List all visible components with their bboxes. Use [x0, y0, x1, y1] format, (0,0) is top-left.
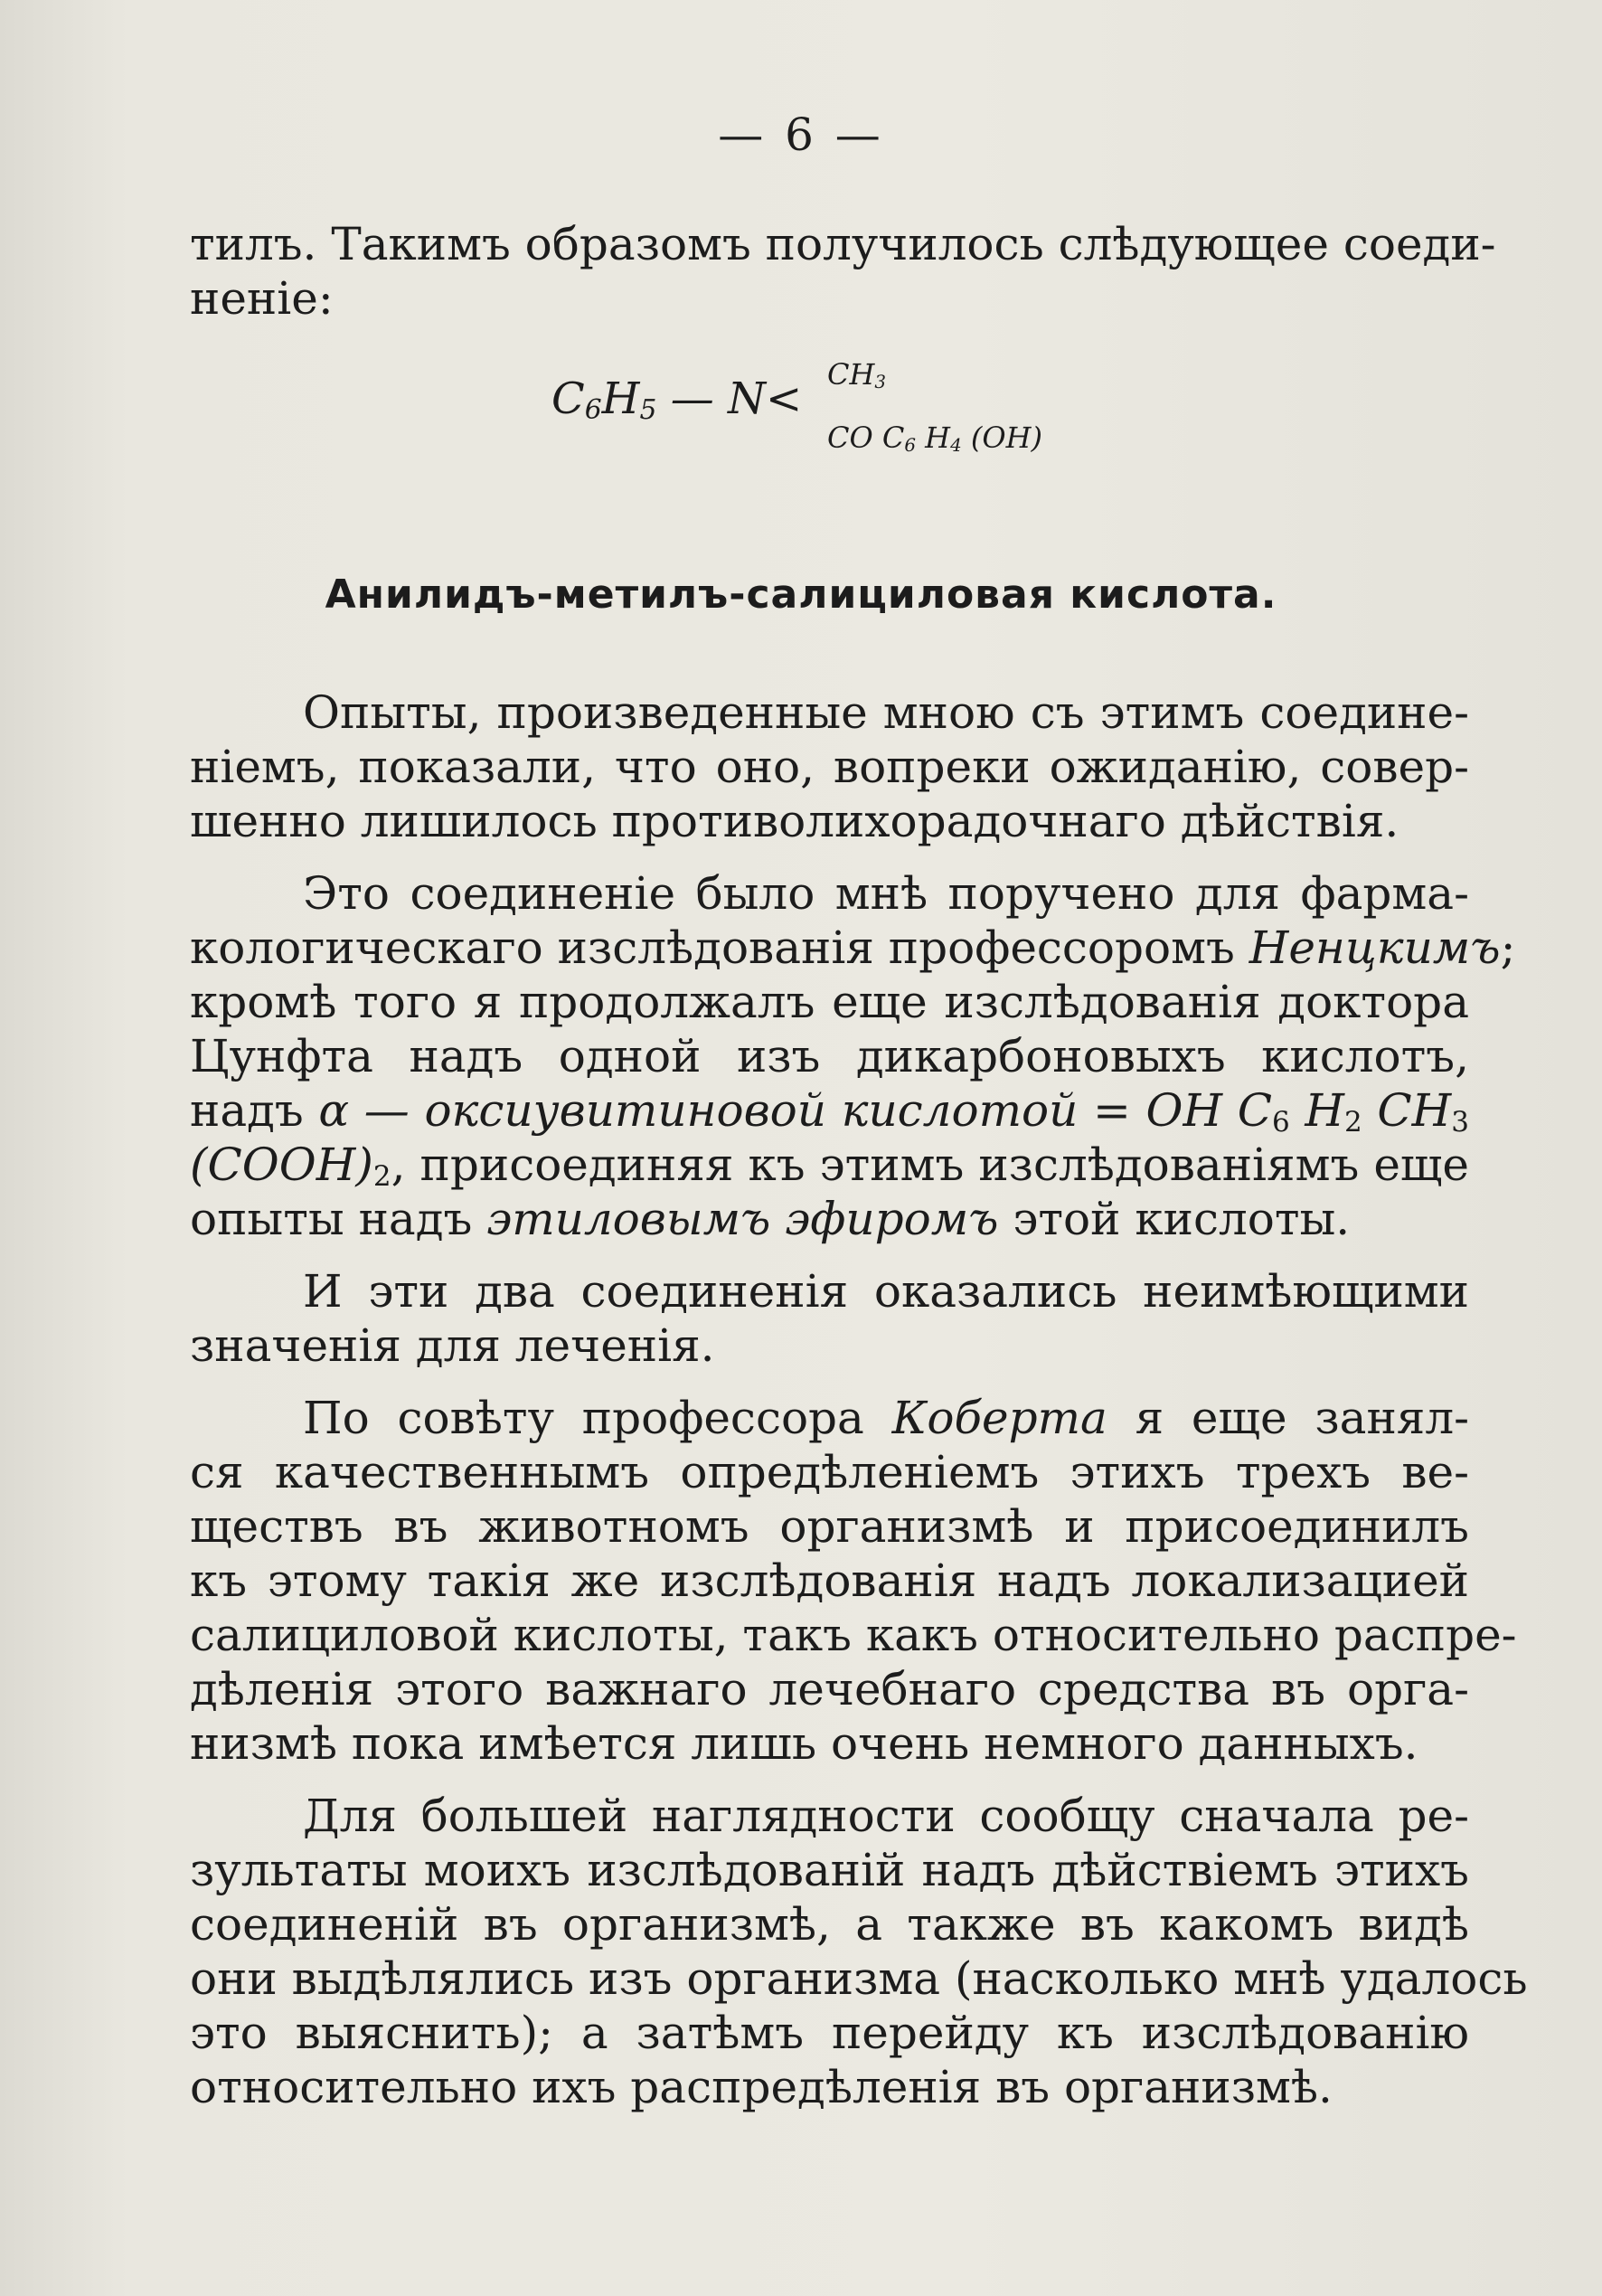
- text-line: неніе:: [190, 272, 334, 325]
- italic-name: Коберта: [891, 1392, 1107, 1444]
- text-line: это выяснить); а затѣмъ перейду къ изслѣдованію: [190, 2007, 1469, 2059]
- text-line: кромѣ того я продолжалъ еще изслѣдованія доктора: [190, 976, 1469, 1028]
- text-line: ществъ въ животномъ организмѣ и присоединилъ: [190, 1500, 1469, 1553]
- text-line: къ этому такія же изслѣдованія надъ локализацией: [190, 1554, 1469, 1607]
- text-line: По совѣту профессора Коберта я еще занял-: [303, 1392, 1469, 1444]
- text-line: они выдѣлялись изъ организма (насколько мнѣ удалось: [190, 1952, 1528, 2005]
- text-line: Для большей наглядности сообщу сначала ре-: [303, 1790, 1469, 1842]
- text-line: салициловой кислоты, такъ какъ относительно распре-: [190, 1609, 1517, 1661]
- text-line: Опыты, произведенные мною съ этимъ соедине-: [303, 686, 1469, 739]
- italic-name: Ненцкимъ: [1249, 921, 1501, 974]
- text-line: кологическаго изслѣдованія профессоромъ Ненцкимъ;: [190, 921, 1516, 974]
- formula-lower-branch: CO $C_6$ $H_4$ (OH): [827, 420, 1042, 456]
- text-line: дѣленія этого важнаго лечебнаго средства въ орга-: [190, 1663, 1469, 1715]
- page-number: — 6 —: [718, 109, 884, 161]
- text-line: ся качественнымъ опредѣленіемъ этихъ трехъ ве-: [190, 1446, 1469, 1498]
- formula-upper-branch: $CH_3$: [827, 357, 887, 392]
- text-line: Цунфта надъ одной изъ дикарбоновыхъ кислотъ,: [190, 1030, 1469, 1082]
- text-line: шенно лишилось противолихорадочнаго дѣйствія.: [190, 795, 1399, 847]
- text-line: $(COOH)_2$, присоединяя къ этимъ изслѣдованіямъ еще: [190, 1139, 1469, 1194]
- text-line: опыты надъ этиловымъ эфиромъ этой кислоты.: [190, 1193, 1351, 1245]
- text-line: И эти два соединенія оказались неимѣющими: [303, 1265, 1469, 1318]
- section-heading: Анилидъ-метилъ-салициловая кислота.: [325, 572, 1277, 618]
- text-line: соединеній въ организмѣ, а также въ какомъ видѣ: [190, 1898, 1469, 1951]
- text-line: надъ α — оксиувитиновой кислотой = OH $C_6$ $H_2$ $CH_3$: [190, 1084, 1469, 1139]
- text-line: тилъ. Такимъ образомъ получилось слѣдующее соеди-: [190, 218, 1496, 270]
- text-line: низмѣ пока имѣется лишь очень немного данныхъ.: [190, 1717, 1418, 1770]
- text-line: относительно ихъ распредѣленія въ организмѣ.: [190, 2061, 1333, 2113]
- text-line: ніемъ, показали, что оно, вопреки ожиданію, совер-: [190, 741, 1469, 793]
- text-line: Это соединеніе было мнѣ поручено для фарма-: [303, 867, 1469, 920]
- text-line: зультаты моихъ изслѣдованій надъ дѣйствіемъ этихъ: [190, 1844, 1469, 1896]
- formula-main: $C_6H_5$ — N<: [551, 373, 803, 426]
- text-line: значенія для леченія.: [190, 1319, 715, 1372]
- chemical-formula: [551, 357, 1184, 484]
